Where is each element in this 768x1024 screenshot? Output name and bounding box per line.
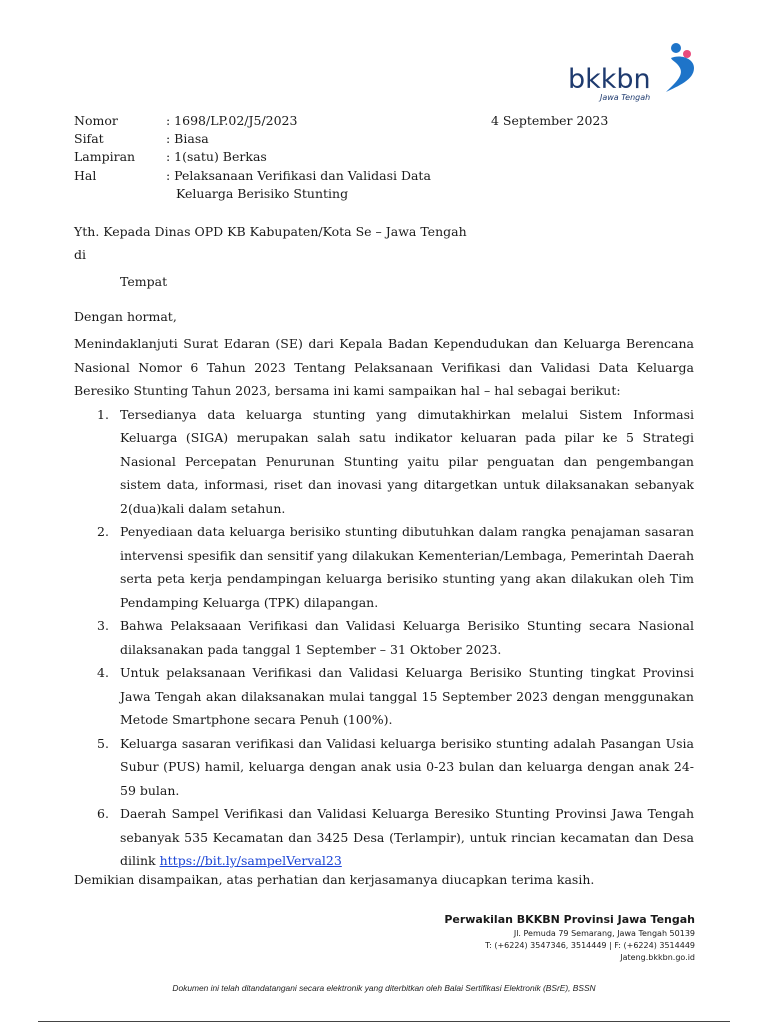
office-address: Jl. Pemuda 79 Semarang, Jawa Tengah 50139: [513, 929, 695, 938]
list-item-text: Penyediaan data keluarga berisiko stunting dibutuhkan dalam rangka penajaman sasaran intervensi spesifik dan sensitif yang dilakukan Kementerian/Lembaga, Pemerintah Daerah serta peta kerja pendampingan keluarga berisiko stunting yang akan dilakukan oleh Tim Pendamping Keluarga (TPK) dilapangan.: [120, 524, 694, 610]
list-item-text: Daerah Sampel Verifikasi dan Validasi Keluarga Beresiko Stunting Provinsi Jawa Tengah sebanyak 535 Kecamatan dan 3425 Desa (Terlampir), untuk rincian kecamatan dan Desa dilink: [120, 806, 694, 868]
closing-text: Demikian disampaikan, atas perhatian dan kerjasamanya diucapkan terima kasih.: [74, 872, 595, 887]
recipient-place: Tempat: [120, 274, 168, 289]
list-item-text: Untuk pelaksanaan Verifikasi dan Validasi Keluarga Berisiko Stunting tingkat Provinsi Jawa Tengah akan dilaksanakan mulai tanggal 15 September 2023 dengan menggunakan Metode Smartphone secara Penuh (100%).: [120, 665, 694, 727]
list-item-number: 5.: [97, 735, 109, 751]
list-item: [74, 732, 694, 803]
nomor-label: Nomor: [74, 113, 118, 128]
list-item: [74, 403, 694, 521]
logo-subtitle: Jawa Tengah: [600, 93, 651, 102]
recipient-line: Yth. Kepada Dinas OPD KB Kabupaten/Kota Se – Jawa Tengah: [74, 224, 467, 239]
bkkbn-logo: [566, 40, 700, 104]
sampel-link[interactable]: https://bit.ly/sampelVerval23: [159, 853, 342, 868]
greeting: Dengan hormat,: [74, 309, 177, 324]
list-item-number: 1.: [97, 406, 109, 422]
meta-nomor: [74, 112, 466, 130]
office-name: Perwakilan BKKBN Provinsi Jawa Tengah: [444, 913, 695, 926]
hal-value-line-1: : Pelaksanaan Verifikasi dan Validasi Data: [166, 167, 431, 183]
recipient-address: [74, 220, 467, 293]
list-item: [74, 661, 694, 732]
sifat-value: : Biasa: [166, 131, 209, 147]
office-web: Jateng.bkkbn.go.id: [620, 953, 695, 962]
sifat-label: Sifat: [74, 131, 104, 147]
nomor-value: : 1698/LP.02/J5/2023: [166, 113, 298, 128]
points-list: [74, 403, 694, 873]
list-item: [74, 614, 694, 661]
meta-lampiran: [74, 148, 466, 166]
logo-wordmark: bkkbn: [568, 64, 651, 95]
list-item-number: 4.: [97, 665, 109, 680]
list-item: [74, 520, 694, 614]
hal-label: Hal: [74, 167, 97, 183]
list-item-number: 6.: [97, 806, 109, 821]
office-phone: T: (+6224) 3547346, 3514449 | F: (+6224) 3514449: [485, 941, 695, 950]
hal-value-line-2: Keluarga Berisiko Stunting: [176, 185, 349, 201]
office-block: [444, 912, 695, 964]
letter-date: 4 September 2023: [491, 113, 609, 128]
meta-hal: [74, 167, 466, 203]
list-item: [74, 802, 694, 873]
hal-value: [166, 167, 466, 203]
meta-sifat: [74, 130, 466, 148]
recipient-di: di: [74, 247, 86, 262]
list-item-number: 2.: [97, 524, 109, 539]
lampiran-label: Lampiran: [74, 149, 136, 165]
footer-divider: [38, 1021, 730, 1022]
letter-meta: [74, 112, 466, 203]
intro-paragraph: Menindaklanjuti Surat Edaran (SE) dari Kepala Badan Kependudukan dan Keluarga Berencana Nasional Nomor 6 Tahun 2023 Tentang Pelaksanaan Verifikasi dan Validasi Data Keluarga Beresiko Stunting Tahun 2023, bersama ini kami sampaikan hal – hal sebagai berikut:: [74, 336, 694, 398]
list-item-text: Keluarga sasaran verifikasi dan Validasi keluarga berisiko stunting adalah Pasangan Usia Subur (PUS) hamil, keluarga dengan anak usia 0-23 bulan dan keluarga dengan anak 24-59 bulan.: [120, 735, 694, 798]
list-item-text: Bahwa Pelaksaaan Verifikasi dan Validasi Keluarga Berisiko Stunting secara Nasional dilaksanakan pada tanggal 1 September – 31 Oktober 2023.: [120, 618, 694, 657]
lampiran-value: : 1(satu) Berkas: [166, 149, 267, 165]
list-item-text: Tersedianya data keluarga stunting yang dimutakhirkan melalui Sistem Informasi Keluarga (SIGA) merupakan salah satu indikator keluaran pada pilar ke 5 Strategi Nasional Percepatan Penurunan Stunting yaitu pilar penguatan dan pengembangan sistem data, informasi, riset dan inovasi yang ditargetkan untuk dilaksanakan sebanyak 2(dua)kali dalam setahun.: [120, 406, 694, 516]
esign-note: Dokumen ini telah ditandatangani secara elektronik yang diterbitkan oleh Balai Sertifikasi Elektronik (BSrE), BSSN: [172, 983, 596, 993]
list-item-number: 3.: [97, 618, 109, 633]
letter-body: [74, 332, 694, 873]
